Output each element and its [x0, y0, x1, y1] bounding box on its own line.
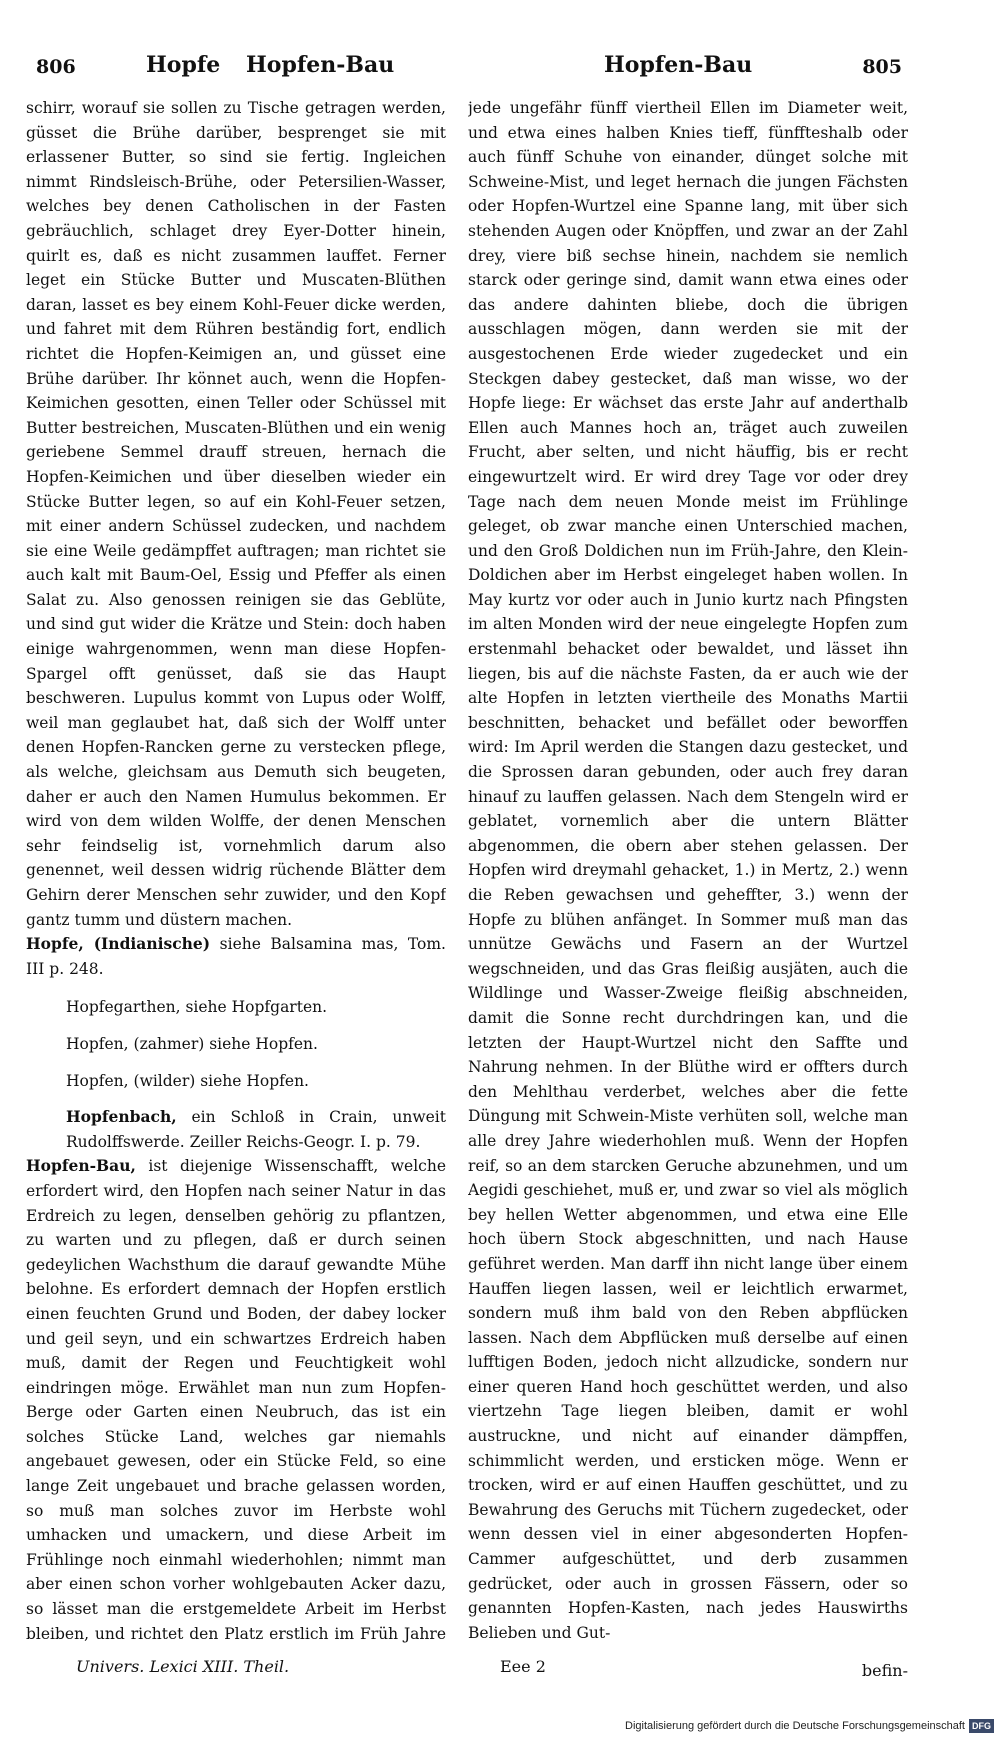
catchword: befin-	[861, 1661, 908, 1680]
headword-right: Hopfen-Bau	[604, 52, 753, 78]
paragraph-continuation: schirr, worauf sie sollen zu Tische getragen werden, güsset die Brühe darüber, besprenget sie mit erlassener Butter, so sind sie fertig. Ingleichen nimmt Rindsleisch-Brühe, oder Petersilien-Wasser, welches bey denen Catholischen in der Fasten gebräuchlich, schlaget drey Eyer-Dotter hinein, quirlt es, daß es nicht zusammen lauffet. Ferner leget ein Stücke Butter und Muscaten-Blüthen daran, lasset es bey einem Kohl-Feuer dicke werden, und fahret mit dem Rühren beständig fort, endlich richtet die Hopfen-Keimigen an, und güsset eine Brühe darüber. Ihr könnet auch, wenn die Hopfen-Keimichen gesotten, einen Teller oder Schüssel mit Butter bestreichen, Muscaten-Blüthen und ein wenig geriebene Semmel drauff streuen, hernach die Hopfen-Keimichen und über dieselben wieder ein Stücke Butter legen, so auf ein Kohl-Feuer setzen, mit einer andern Schüssel zudecken, und nachdem sie eine Weile gedämpffet auftragen; man richtet sie auch kalt mit Baum-Oel, Essig und Pfeffer als einen Salat zu. Also genossen reinigen sie das Geblüte, und sind gut wider die Krätze und Stein: doch haben einige wahrgenommen, wenn man diese Hopfen-Spargel offt genüsset, daß sie das Haupt beschweren. Lupulus kommt von Lupus oder Wolff, weil man geglaubet hat, daß sich der Wolff unter denen Hopfen-Rancken gerne zu verstecken pflege, als welche, gleichsam aus Demuth sich beugeten, daher er auch den Namen Humulus bekommen. Er wird von dem wilden Wolffe, der denen Menschen sehr feindselig ist, vornehmlich darum also genennet, weil dessen widrig rüchende Blätter dem Gehirn derer Menschen sehr zuwider, und den Kopf gantz tumm und düstern machen.	[26, 99, 446, 929]
page-footer	[26, 1657, 908, 1685]
entry-hopfenbach	[26, 1105, 446, 1154]
credit-text: Digitalisierung gefördert durch die Deutsche Forschungsgemeinschaft	[625, 1720, 965, 1732]
page-number-right: 805	[862, 56, 902, 78]
entry-text: siehe Balsamina mas, Tom. III p. 248.	[26, 935, 446, 978]
entry-lemma: Hopfenbach,	[66, 1107, 177, 1127]
signature-line: Univers. Lexici XIII. Theil.	[76, 1657, 290, 1676]
entry-hopfen-wilder: Hopfen, (wilder) siehe Hopfen.	[66, 1071, 309, 1090]
entry-hopfen-bau	[26, 1154, 446, 1651]
left-column	[26, 96, 446, 1651]
entry-text: ein Schloß in Crain, unweit Rudolffswerde. Zeiller Reichs-Geogr. I. p. 79.	[66, 1108, 446, 1151]
entry-lemma: Hopfe, (Indianische)	[26, 934, 211, 954]
entry-lemma: Hopfen-Bau,	[26, 1156, 136, 1176]
signature-mark: Eee 2	[500, 1657, 546, 1676]
entry-hopfen-zahmer: Hopfen, (zahmer) siehe Hopfen.	[66, 1034, 318, 1053]
digitization-credit	[625, 1718, 994, 1734]
entry-text: ist diejenige Wissenschafft, welche erfordert wird, den Hopfen nach seiner Natur in das Erdreich zu legen, denselben gehörig zu pflantzen, zu warten und zu pflegen, daß er durch seinen gedeylichen Wachsthum die darauf gewandte Mühe belohne. Es erfordert demnach der Hopfen erstlich einen feuchten Grund und Boden, der dabey locker und geil seyn, und ein schwartzes Erdreich haben muß, damit der Regen und Feuchtigkeit wohl eindringen möge. Erwählet man nun zum Hopfen-Berge oder Garten einen Neubruch, das ist ein solches Stücke Land, welches gar niemahls angebauet gewesen, oder ein Stücke Feld, so eine lange Zeit ungebauet und brache gelassen worden, so muß man solches zuvor im Herbste wohl umhacken und umackern, und diese Arbeit im Frühlinge noch einmahl wiederhohlen; nimmt man aber einen schon vorher wohlgebauten Acker dazu, so lässet man die erstgemeldete Arbeit im Herbst bleiben, und richtet den Platz erstlich im Früh Jahre	[26, 1157, 446, 1643]
entry-hopfe-indianische	[26, 932, 446, 981]
running-header	[36, 46, 902, 86]
entry-hopfegarthen: Hopfegarthen, siehe Hopfgarten.	[66, 998, 328, 1017]
dfg-logo-icon: DFG	[969, 1719, 994, 1733]
headword-left-2: Hopfen-Bau	[246, 52, 395, 78]
right-column	[468, 96, 908, 1651]
paragraph-hopfen-bau-continued: jede ungefähr fünff viertheil Ellen im Diameter weit, und etwa eines halben Knies tieff, fünffteshalb oder auch fünff Schuhe von einander, dünget solche mit Schweine-Mist, und leget hernach die jungen Fächsten oder Hopfen-Wurtzel eine Spanne lang, mit über sich stehenden Augen oder Knöpffen, und zwar an der Zahl drey, viere biß sechse hinein, nachdem sie nemlich starck oder geringe sind, damit wann etwa eines oder das andere dahinten bliebe, doch die übrigen ausschlagen mögen, dann werden sie mit der ausgestochenen Erde wieder zugedecket und ein Steckgen dabey gestecket, daß man wisse, wo der Hopfe liege: Er wächset das erste Jahr auf anderthalb Ellen auch Mannes hoch an, träget auch zuweilen Frucht, aber selten, und nicht häuffig, bis er recht eingewurtzelt wird. Er wird drey Tage vor oder drey Tage nach dem neuen Monde meist im Frühlinge geleget, ob zwar manche einen Unterschied machen, und den Groß Doldichen nun im Früh-Jahre, den Klein-Doldichen aber im Herbst eingeleget haben wollen. In May kurtz vor oder auch in Junio kurtz nach Pfingsten im alten Monden wird der neue eingelegte Hopfen zum erstenmahl behacket oder bewaldet, und lässet ihn liegen, bis auf die nächste Fasten, da er auch wie der alte Hopfen in letzten viertheile des Monaths Martii beschnitten, behacket und befället oder beworffen wird: Im April werden die Stangen dazu gestecket, und die Sprossen daran gebunden, oder auch frey daran hinauf zu lauffen gelassen. Nach dem Stengeln wird er geblatet, vornemlich aber die untern Blätter abgenommen, die obern aber stehen gelassen. Der Hopfen wird dreymahl gehacket, 1.) in Mertz, 2.) wenn die Reben gewachsen und geheffter, 3.) wenn der Hopfe zu blühen anfänget. In Sommer muß man das unnütze Gewächs und Fasern an der Wurtzel wegschneiden, und das Gras fleißig ausjäten, auch die Wildlinge und Wasser-Zweige fleißig abschneiden, damit die Sonne recht durchdringen kan, und die letzten der Haupt-Wurtzel nicht den Saffte und Nahrung nehmen. In der Blüthe wird er offters durch den Mehlthau verderbet, welches aber die fette Düngung mit Schwein-Miste verhüten soll, welche man alle drey Jahre wiederhohlen muß. Wenn der Hopfen reif, so an dem starcken Geruche abzunehmen, und um Aegidi geschiehet, muß er, und zwar so viel als möglich bey hellen Wetter abgenommen, und etwa eine Elle hoch übern Stock abgeschnitten, und nach Hause geführet werden. Man darff ihn nicht lange über einem Hauffen liegen lassen, weil er leichtlich erwarmet, sondern muß ihm bald von den Reben abpflücken lassen. Nach dem Abpflücken muß derselbe auf einen lufftigen Boden, jedoch nicht allzudicke, sondern nur einer queren Hand hoch geschüttet werden, und also viertzehn Tage liegen bleiben, damit er wohl austruckne, und nicht auf einander dämpffen, schimmlicht werden, und ersticken möge. Wenn er trocken, wird er auf einen Hauffen geschüttet, und zu Bewahrung des Geruchs mit Tüchern zugedecket, oder wenn dessen viel in einer abgesonderten Hopfen-Cammer aufgeschüttet, und derb zusammen gedrücket, oder auch in grossen Fässern, oder so genannten Hopfen-Kasten, nach jedes Hauswirths Belieben und Gut-	[468, 99, 908, 1642]
headword-left-1: Hopfe	[146, 52, 221, 78]
page-number-left: 806	[36, 56, 76, 78]
